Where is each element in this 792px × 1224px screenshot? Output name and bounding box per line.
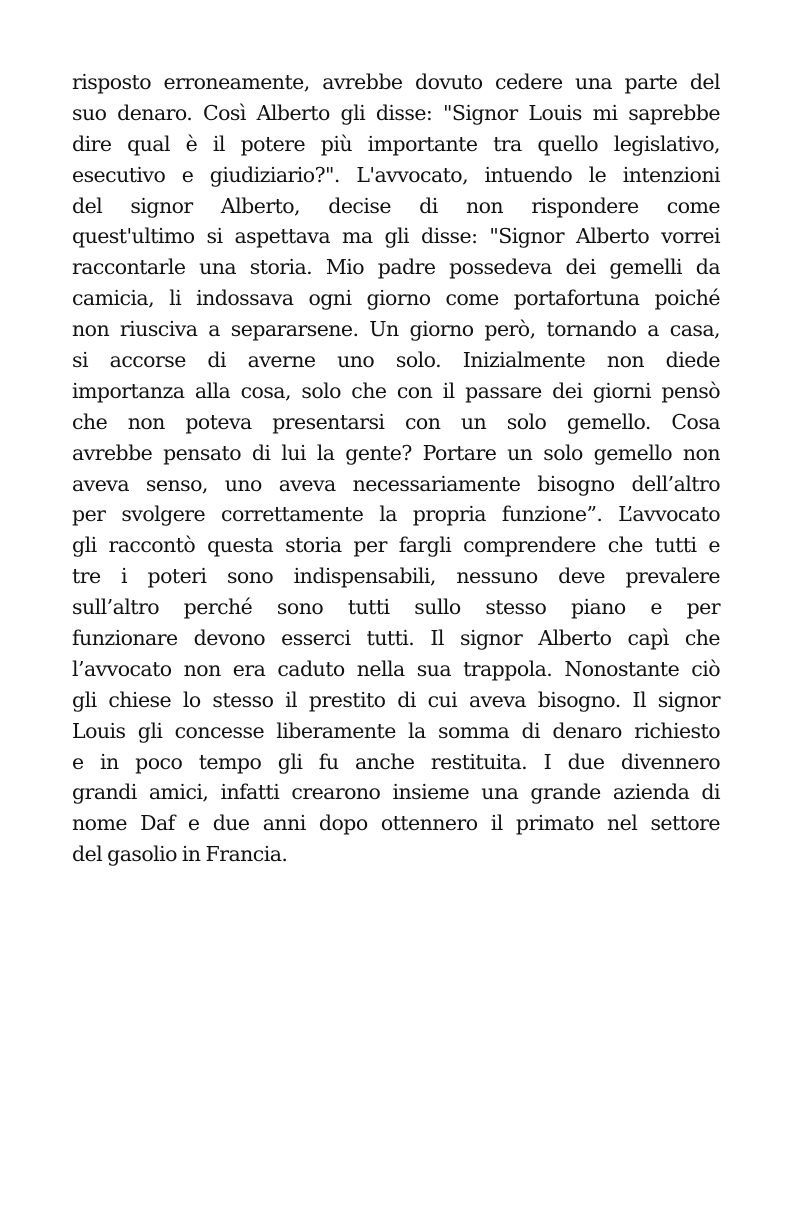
text-line-last: del gasolio in Francia. [72, 842, 288, 867]
text-line: quest'ultimo si aspettava ma gli disse: "Signor Alberto vorrei [72, 224, 720, 249]
text-line: l’avvocato non era caduto nella sua trappola. Nonostante ciò [72, 656, 720, 681]
text-line: si accorse di averne uno solo. Inizialmente non diede [72, 348, 720, 373]
document-page [72, 67, 720, 870]
body-paragraph [72, 67, 720, 870]
text-line: Louis gli concesse liberamente la somma di denaro richiesto [72, 718, 720, 743]
text-line: risposto erroneamente, avrebbe dovuto cedere una parte del [72, 70, 720, 94]
text-line: nome Daf e due anni dopo ottennero il primato nel settore [72, 811, 720, 836]
text-line: e in poco tempo gli fu anche restituita. I due divennero [72, 749, 720, 774]
text-line: gli chiese lo stesso il prestito di cui aveva bisogno. Il signor [72, 687, 720, 712]
text-line: esecutivo e giudiziario?". L'avvocato, intuendo le intenzioni [72, 162, 720, 187]
text-line: aveva senso, uno aveva necessariamente bisogno dell’altro [72, 471, 720, 496]
text-line: gli raccontò questa storia per fargli comprendere che tutti e [72, 533, 720, 558]
text-line: che non poteva presentarsi con un solo gemello. Cosa [72, 409, 720, 434]
text-line: suo denaro. Così Alberto gli disse: "Signor Louis mi saprebbe [72, 100, 720, 125]
text-line: raccontarle una storia. Mio padre possedeva dei gemelli da [72, 255, 720, 280]
text-line: tre i poteri sono indispensabili, nessuno deve prevalere [72, 564, 720, 589]
text-line: sull’altro perché sono tutti sullo stesso piano e per [72, 595, 720, 620]
text-line: non riusciva a separarsene. Un giorno però, tornando a casa, [72, 317, 720, 342]
text-line: importanza alla cosa, solo che con il passare dei giorni pensò [72, 378, 720, 403]
text-line: avrebbe pensato di lui la gente? Portare un solo gemello non [72, 440, 720, 465]
text-line: grandi amici, infatti crearono insieme una grande azienda di [72, 780, 720, 805]
text-line: del signor Alberto, decise di non rispondere come [72, 193, 720, 218]
text-line: dire qual è il potere più importante tra quello legislativo, [72, 131, 720, 156]
text-line: funzionare devono esserci tutti. Il signor Alberto capì che [72, 626, 720, 651]
text-line: camicia, li indossava ogni giorno come portafortuna poiché [72, 286, 720, 311]
text-line: per svolgere correttamente la propria funzione”. L’avvocato [72, 502, 720, 527]
